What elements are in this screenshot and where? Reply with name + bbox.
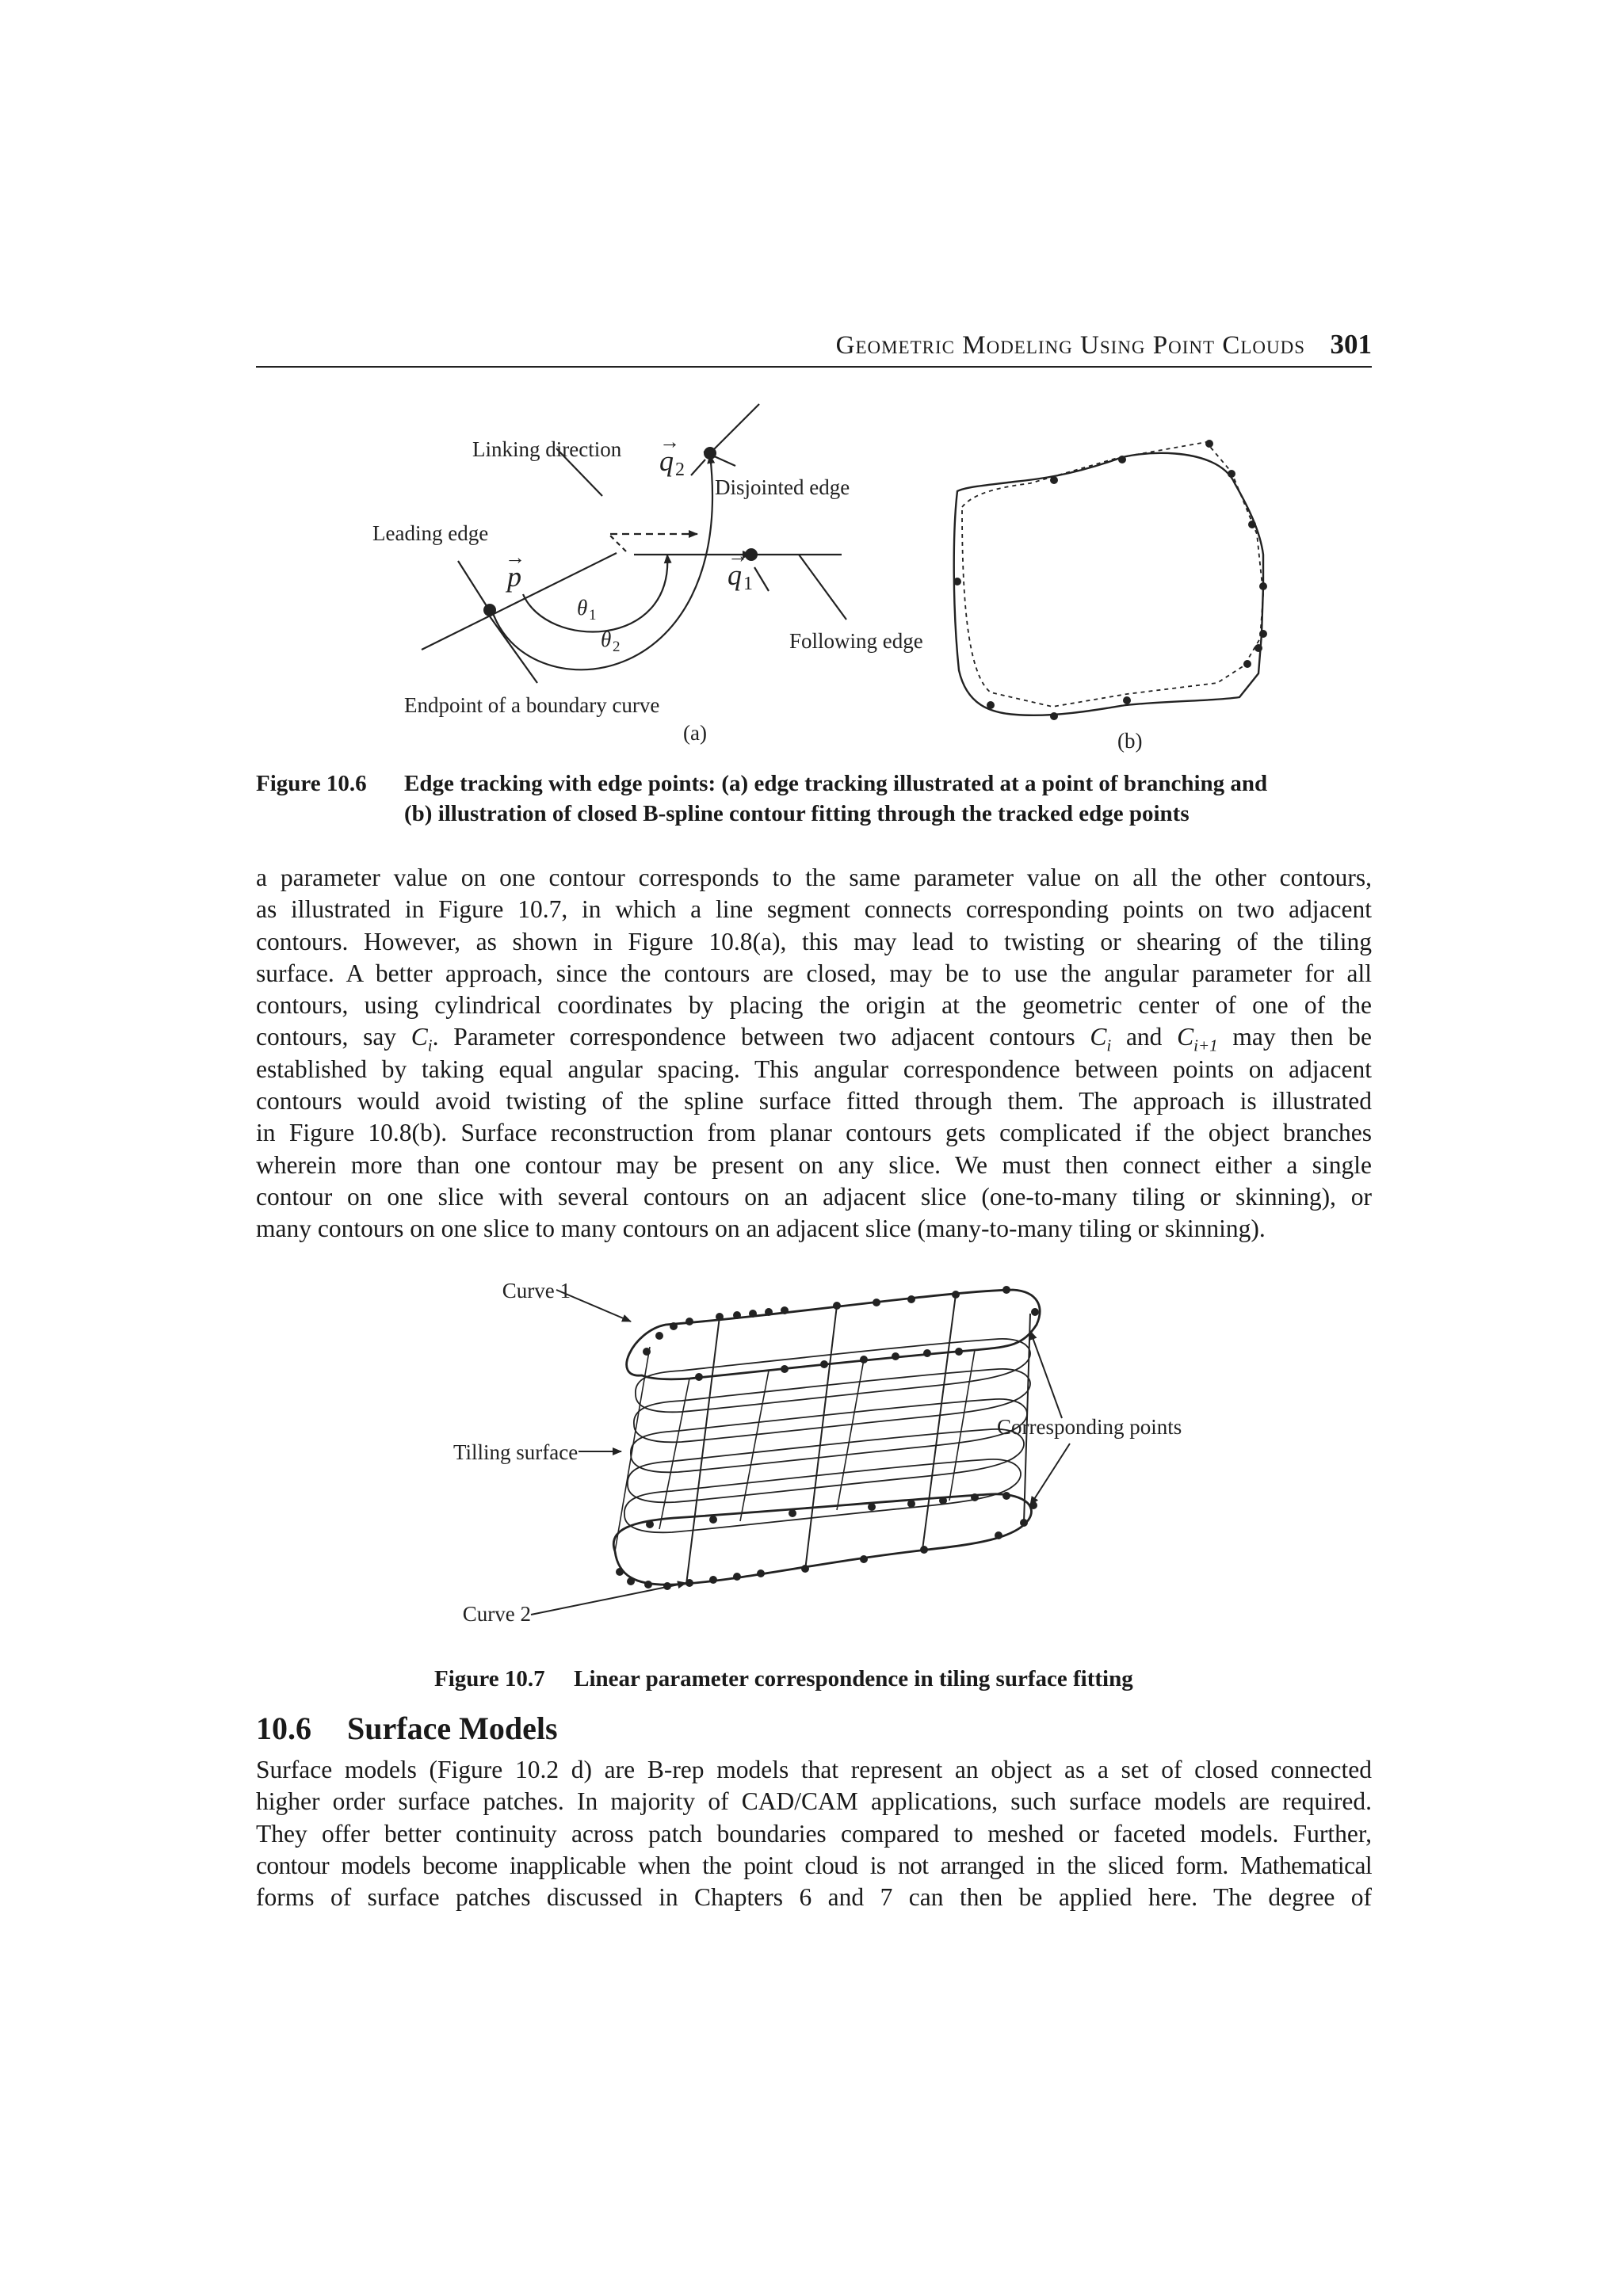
contour-point	[892, 1352, 899, 1360]
contour-point	[1031, 1308, 1039, 1316]
tiling-line	[922, 1295, 956, 1550]
figure-10-6b-diagram	[943, 436, 1284, 753]
figure-10-7	[452, 1268, 1197, 1648]
vector-arrow-icon: →	[727, 544, 748, 567]
edge-point	[1248, 521, 1256, 528]
contour-point	[709, 1516, 717, 1524]
label-endpoint: Endpoint of a boundary curve	[404, 693, 660, 717]
dash-connector	[610, 536, 626, 551]
edge-point	[1259, 582, 1267, 590]
contour-point	[627, 1577, 635, 1585]
caption-line: (b) illustration of closed B-spline contour fitting through the tracked edge points	[404, 801, 1190, 826]
contour-point	[907, 1295, 915, 1303]
curve-1-points	[643, 1286, 1039, 1381]
text-line: contours would avoid twisting of the spline surface fitted through them. The approach is illustrated	[256, 1087, 1372, 1116]
label-tilling-surface: Tilling surface	[453, 1440, 579, 1464]
curve-2-contour	[613, 1494, 1031, 1585]
contour-point	[655, 1332, 663, 1340]
vector-arrow-icon: →	[659, 430, 680, 453]
label-disjointed-edge: Disjointed edge	[715, 475, 850, 499]
leader-corresponding-top	[1030, 1331, 1062, 1418]
contour-point	[971, 1493, 979, 1501]
caption-line: Edge tracking with edge points: (a) edge tracking illustrated at a point of branching and	[404, 771, 1268, 796]
text-line: contour on one slice with several contours on an adjacent slice (one-to-many tiling or skinning), or	[256, 1182, 1372, 1211]
section-number: 10.6	[256, 1711, 311, 1746]
label-theta2: θ	[601, 627, 612, 651]
figure-10-7-diagram	[452, 1268, 1197, 1648]
contour-point	[860, 1356, 868, 1363]
leader-endpoint	[490, 616, 537, 683]
contour-point	[781, 1306, 789, 1314]
figure-10-7-caption	[434, 1664, 1227, 1695]
edge-point	[1118, 456, 1126, 463]
contour-point	[995, 1531, 1002, 1539]
text-line: many contours on one slice to many contours on an adjacent slice (many-to-many tiling or skinning).	[256, 1215, 1266, 1243]
edge-point	[1050, 476, 1058, 484]
text-line: Surface models (Figure 10.2 d) are B-rep models that represent an object as a set of closed connected	[256, 1756, 1372, 1783]
tiling-line	[805, 1306, 837, 1570]
page-number: 301	[1330, 329, 1372, 360]
label-corresponding-points: Corresponding points	[997, 1415, 1182, 1439]
caption-label: Figure 10.7	[434, 1666, 545, 1691]
leader-following-edge	[799, 555, 846, 620]
tiling-line	[686, 1317, 720, 1585]
edge-point	[987, 701, 995, 709]
figure-10-6-caption	[256, 769, 1372, 832]
figure-10-6a-diagram	[372, 396, 923, 745]
label-theta2-sub: 2	[613, 639, 621, 655]
contour-point	[873, 1299, 880, 1306]
contour-point	[663, 1582, 671, 1590]
edge-point	[1123, 696, 1131, 704]
panel-b-tag: (b)	[1117, 729, 1143, 753]
text-line: established by taking equal angular spacing. This angular correspondence between points on adjacent	[256, 1055, 1372, 1083]
contour-point	[716, 1313, 724, 1321]
contour-point	[749, 1310, 757, 1318]
vector-arrow-icon: →	[505, 546, 525, 569]
leader-corresponding-bottom	[1030, 1444, 1070, 1505]
label-following-edge: Following edge	[789, 629, 923, 653]
contour-point	[789, 1509, 796, 1517]
contour-point	[801, 1565, 809, 1573]
figure-10-6a	[372, 396, 923, 745]
text-line: wherein more than one contour may be present on any slice. We must then connect either a single	[256, 1150, 1372, 1179]
text-line: as illustrated in Figure 10.7, in which a line segment connects corresponding points on two adjacent	[256, 895, 1372, 924]
q2-extension	[691, 460, 705, 475]
text-line: contours, using cylindrical coordinates by placing the origin at the geometric center of one of the	[256, 991, 1372, 1020]
intermediate-contour	[628, 1429, 1024, 1502]
edge-point	[953, 578, 961, 585]
label-curve-1: Curve 1	[502, 1279, 571, 1302]
label-theta1: θ	[577, 596, 588, 620]
math-sub: i+1	[1193, 1035, 1218, 1055]
math-c: C	[1090, 1023, 1107, 1051]
text-segment: contours, say	[256, 1023, 411, 1051]
edge-point	[1243, 660, 1251, 668]
leader-q1	[754, 567, 769, 591]
contour-point	[685, 1318, 693, 1325]
contour-point	[733, 1573, 741, 1581]
math-sub: i	[1106, 1035, 1112, 1055]
body-paragraph-1	[256, 862, 1372, 1245]
label-leading-edge: Leading edge	[372, 521, 489, 545]
caption-label: Figure 10.6	[256, 771, 367, 796]
text-line: contour models become inapplicable when the point cloud is not arranged in the sliced form. Mathematical	[256, 1851, 1372, 1879]
contour-point	[644, 1581, 652, 1589]
contour-point	[765, 1308, 773, 1316]
contour-point	[643, 1348, 651, 1356]
contour-point	[616, 1568, 624, 1576]
label-linking-direction: Linking direction	[472, 437, 622, 461]
endpoint-marker	[483, 604, 496, 616]
contour-point	[646, 1520, 654, 1528]
text-segment: . Parameter correspondence between two adjacent contours	[432, 1023, 1090, 1051]
leader-curve-2	[531, 1583, 686, 1615]
contour-point	[939, 1497, 947, 1505]
label-theta1-sub: 1	[589, 607, 597, 624]
text-line: higher order surface patches. In majority of CAD/CAM applications, such surface models are required.	[256, 1787, 1372, 1816]
edge-point	[1259, 630, 1267, 638]
contour-point	[955, 1348, 963, 1356]
label-q1-sub: 1	[743, 574, 753, 594]
contour-point	[833, 1302, 841, 1310]
contour-point	[860, 1555, 868, 1563]
caption-text	[404, 769, 1372, 829]
figure-10-6b	[943, 436, 1284, 753]
contour-point	[820, 1360, 828, 1368]
edge-point	[1228, 470, 1235, 478]
contour-point	[670, 1322, 678, 1330]
panel-a-tag: (a)	[683, 721, 707, 745]
contour-point	[1029, 1501, 1037, 1509]
running-head	[256, 331, 1372, 368]
section-heading	[256, 1710, 558, 1747]
contour-point	[868, 1503, 876, 1511]
label-curve-2: Curve 2	[462, 1602, 531, 1626]
label-q2: q	[659, 445, 674, 477]
disjointed-edge-line	[710, 404, 759, 453]
contour-point	[733, 1311, 741, 1319]
text-line-math	[256, 1021, 1372, 1053]
contour-point	[1020, 1519, 1028, 1527]
leader-leading-edge	[458, 561, 488, 608]
contour-point	[709, 1576, 717, 1584]
edge-point	[1205, 440, 1213, 448]
text-line: a parameter value on one contour corresponds to the same parameter value on all the other contours,	[256, 864, 1372, 891]
text-line: They offer better continuity across patch boundaries compared to meshed or faceted models. Further,	[256, 1819, 1372, 1848]
contour-point	[695, 1373, 703, 1381]
section-title: Surface Models	[347, 1711, 558, 1746]
text-segment: and	[1111, 1023, 1178, 1051]
edge-point	[1050, 712, 1058, 720]
body-paragraph-2	[256, 1754, 1372, 1913]
contour-point	[1002, 1286, 1010, 1294]
math-c: C	[1177, 1023, 1194, 1051]
contour-point	[781, 1365, 789, 1373]
contour-point	[920, 1546, 928, 1554]
label-q1: q	[727, 559, 742, 591]
q2-marker	[704, 447, 716, 460]
contour-point	[923, 1349, 931, 1357]
caption-text: Linear parameter correspondence in tiling surface fitting	[574, 1666, 1133, 1691]
text-segment: may then be	[1217, 1023, 1372, 1051]
contour-point	[952, 1291, 960, 1299]
tiling-line	[615, 1347, 650, 1551]
edge-point	[1254, 644, 1262, 652]
contour-point	[1002, 1492, 1010, 1500]
label-p: p	[507, 561, 521, 593]
text-line: contours. However, as shown in Figure 10.8(a), this may lead to twisting or shearing of the tiling	[256, 927, 1372, 955]
text-line: forms of surface patches discussed in Chapters 6 and 7 can then be applied here. The degree of	[256, 1883, 1372, 1912]
fitted-bspline-contour	[954, 453, 1263, 715]
math-c: C	[411, 1023, 428, 1051]
text-line: in Figure 10.8(b). Surface reconstruction from planar contours gets complicated if the object branches	[256, 1119, 1372, 1147]
contour-point	[757, 1569, 765, 1577]
math-sub: i	[427, 1035, 433, 1055]
running-title: Geometric Modeling Using Point Clouds	[835, 331, 1305, 360]
contour-point	[907, 1500, 915, 1508]
contour-point	[685, 1579, 693, 1587]
label-q2-sub: 2	[675, 460, 685, 480]
text-line: surface. A better approach, since the contours are closed, may be to use the angular parameter for all	[256, 959, 1372, 987]
